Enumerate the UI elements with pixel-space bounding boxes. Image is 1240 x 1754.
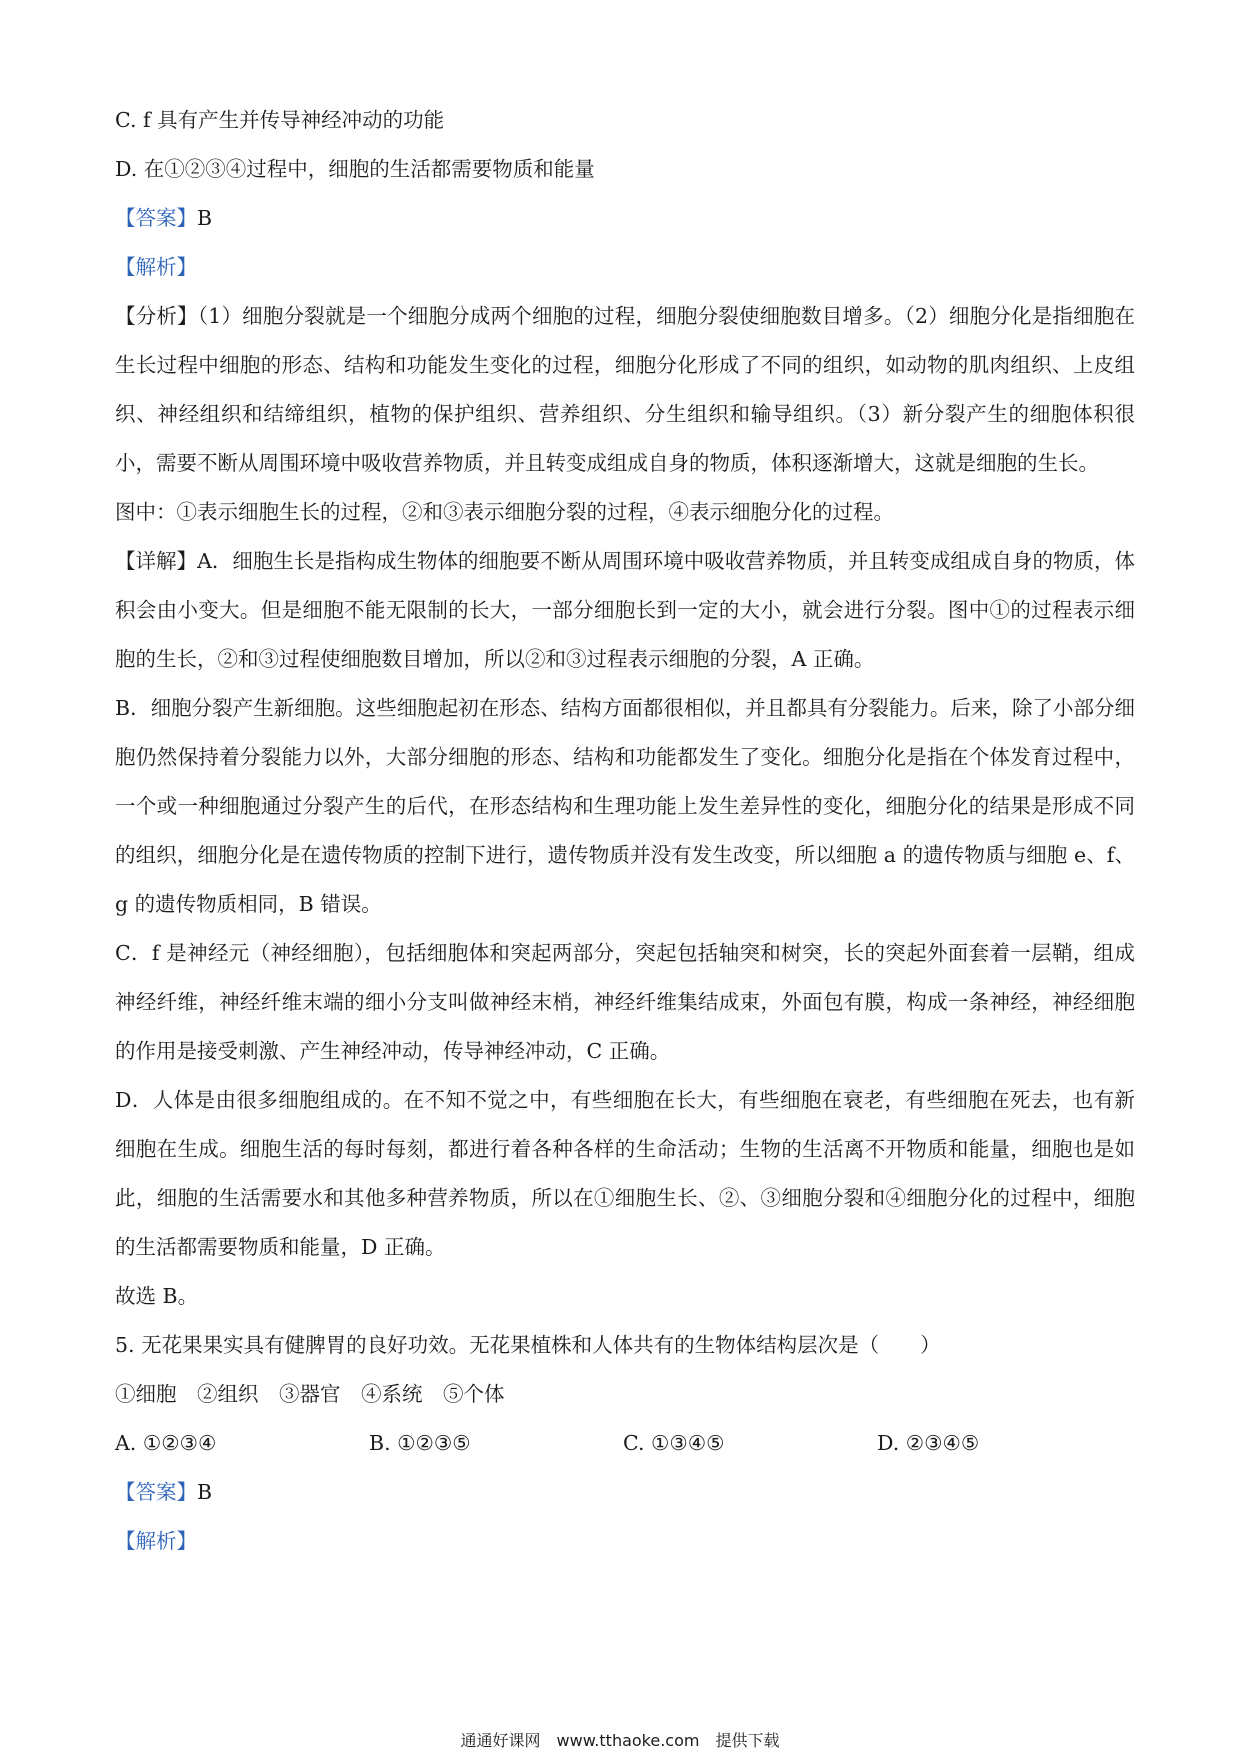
q5-option-a: A. ①②③④ [115,1431,217,1455]
fenxi-tag: 【分析】 [115,304,198,328]
q4-analysis-tag [115,243,1135,292]
q5-option-c: C. ①③④⑤ [623,1431,725,1455]
figure-note: 图中：①表示细胞生长的过程，②和③表示细胞分裂的过程，④表示细胞分化的过程。 [115,500,894,524]
detail-a-text: A．细胞生长是指构成生物体的细胞要不断从周围环境中吸收营养物质，并且转变成组成自身的物质，体积会由小变大。但是细胞不能无限制的长大，一部分细胞长到一定的大小，就会进行分裂。图中①的过程表示细胞的生长，②和③过程使细胞数目增加，所以②和③过程表示细胞的分裂，A 正确。 [115,549,1135,671]
q5-analysis-tag [115,1517,1135,1566]
q4-option-d: D. 在①②③④过程中，细胞的生活都需要物质和能量 [115,157,595,181]
q4-option-c: C. f 具有产生并传导神经冲动的功能 [115,108,445,132]
detail-d-paragraph: D．人体是由很多细胞组成的。在不知不觉之中，有些细胞在长大，有些细胞在衰老，有些细胞在死去，也有新细胞在生成。细胞生活的每时每刻，都进行着各种各样的生命活动；生物的生活离不开物质和能量，细胞也是如此，细胞的生活需要水和其他多种营养物质，所以在①细胞生长、②、③细胞分裂和④细胞分化的过程中，细胞的生活都需要物质和能量，D 正确。 [115,1088,1135,1259]
detail-b-paragraph: B．细胞分裂产生新细胞。这些细胞起初在形态、结构方面都很相似，并且都具有分裂能力。后来，除了小部分细胞仍然保持着分裂能力以外，大部分细胞的形态、结构和功能都发生了变化。细胞分化是指在个体发育过程中，一个或一种细胞通过分裂产生的后代，在形态结构和生理功能上发生差异性的变化，细胞分化的结果是形成不同的组织，细胞分化是在遗传物质的控制下进行，遗传物质并没有发生改变，所以细胞 a 的遗传物质与细胞 e、f、g 的遗传物质相同，B 错误。 [115,696,1135,916]
q5-stem: 5. 无花果果实具有健脾胃的良好功效。无花果植株和人体共有的生物体结构层次是（ ） [115,1333,941,1357]
conclusion: 故选 B。 [115,1284,199,1308]
analysis-paragraph [115,292,1135,488]
answer-tag: 【答案】 [115,206,197,230]
detail-tag: 【详解】 [115,549,198,573]
answer-value: B [197,206,213,230]
analysis-tag: 【解析】 [115,255,197,279]
answer-tag: 【答案】 [115,1480,197,1504]
q5-option-b: B. ①②③⑤ [369,1431,471,1455]
page-footer: 通通好课网 www.tthaoke.com 提供下载 [460,1731,780,1750]
document-body [115,96,1135,1566]
detail-c-paragraph: C．f 是神经元（神经细胞），包括细胞体和突起两部分，突起包括轴突和树突，长的突起外面套着一层鞘，组成神经纤维，神经纤维末端的细小分支叫做神经末梢，神经纤维集结成束，外面包有膜，构成一条神经，神经细胞的作用是接受刺激、产生神经冲动，传导神经冲动，C 正确。 [115,941,1135,1063]
answer-value: B [197,1480,213,1504]
detail-a-paragraph [115,537,1135,684]
q5-items: ①细胞 ②组织 ③器官 ④系统 ⑤个体 [115,1382,505,1406]
q5-answer [115,1468,1135,1517]
q4-answer [115,194,1135,243]
analysis-tag: 【解析】 [115,1529,197,1553]
q5-option-d: D. ②③④⑤ [877,1431,980,1455]
q5-options [115,1419,1135,1468]
analysis-text: （1）细胞分裂就是一个细胞分成两个细胞的过程，细胞分裂使细胞数目增多。（2）细胞分化是指细胞在生长过程中细胞的形态、结构和功能发生变化的过程，细胞分化形成了不同的组织，如动物的肌肉组织、上皮组织、神经组织和结缔组织，植物的保护组织、营养组织、分生组织和输导组织。（3）新分裂产生的细胞体积很小，需要不断从周围环境中吸收营养物质，并且转变成组成自身的物质，体积逐渐增大，这就是细胞的生长。 [115,304,1135,475]
